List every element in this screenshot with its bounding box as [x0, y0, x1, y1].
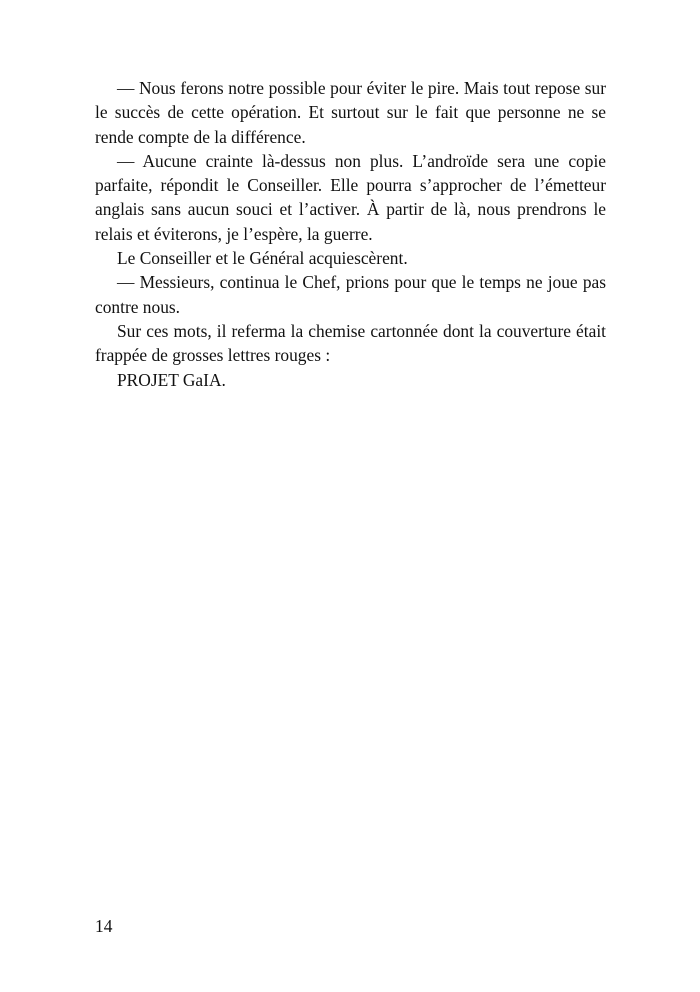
- page-number: 14: [95, 916, 113, 936]
- paragraph-2: — Aucune crainte là-dessus non plus. L’androïde sera une copie parfaite, répondit le Conseiller. Elle pourra s’approcher de l’émetteur anglais sans aucun souci et l’activer. À partir de là, nous prendrons le relais et éviterons, je l’espère, la guerre.: [95, 150, 606, 244]
- paragraph-4: — Messieurs, continua le Chef, prions pour que le temps ne joue pas contre nous.: [95, 272, 606, 317]
- paragraph-3: Le Conseiller et le Général acquiescèrent.: [117, 248, 408, 269]
- paragraph-5: Sur ces mots, il referma la chemise cartonnée dont la couverture était frappée de grosses lettres rouges :: [95, 320, 606, 366]
- body-text: [95, 76, 606, 392]
- paragraph-6: PROJET GaIA.: [117, 369, 226, 390]
- paragraph-1: — Nous ferons notre possible pour éviter le pire. Mais tout repose sur le succès de cette opération. Et surtout sur le fait que personne ne se rende compte de la différence.: [95, 78, 606, 147]
